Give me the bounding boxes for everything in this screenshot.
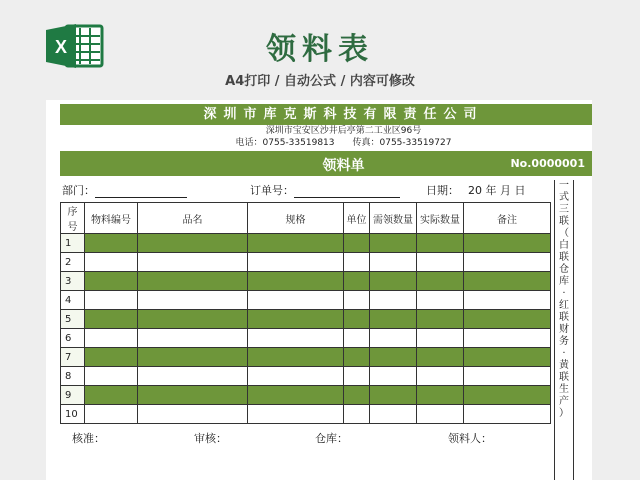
col-header: 品名 xyxy=(138,203,248,234)
row-number-cell[interactable]: 5 xyxy=(61,310,85,329)
table-cell[interactable] xyxy=(248,291,344,310)
table-cell[interactable] xyxy=(85,367,138,386)
table-cell[interactable] xyxy=(138,291,248,310)
spreadsheet-sheet xyxy=(46,100,592,480)
table-row xyxy=(61,310,551,329)
table-cell[interactable] xyxy=(417,310,464,329)
table-cell[interactable] xyxy=(370,234,417,253)
side-note-char: 产 xyxy=(559,396,569,407)
col-header: 序号 xyxy=(61,203,85,234)
date-field[interactable] xyxy=(426,182,459,198)
table-cell[interactable] xyxy=(464,329,551,348)
table-row xyxy=(61,348,551,367)
table-cell[interactable] xyxy=(344,272,370,291)
table-cell[interactable] xyxy=(85,234,138,253)
table-cell[interactable] xyxy=(248,253,344,272)
table-cell[interactable] xyxy=(138,348,248,367)
table-cell[interactable] xyxy=(344,367,370,386)
side-note-char: 仓 xyxy=(559,264,569,275)
table-cell[interactable] xyxy=(370,367,417,386)
dept-field[interactable] xyxy=(62,182,187,198)
signature-row xyxy=(60,428,550,446)
table-row xyxy=(61,405,551,424)
table-cell[interactable] xyxy=(417,386,464,405)
table-cell[interactable] xyxy=(370,348,417,367)
table-cell[interactable] xyxy=(464,272,551,291)
table-cell[interactable] xyxy=(85,386,138,405)
table-row xyxy=(61,234,551,253)
table-cell[interactable] xyxy=(138,234,248,253)
table-cell[interactable] xyxy=(464,291,551,310)
row-number-cell[interactable]: 9 xyxy=(61,386,85,405)
table-cell[interactable] xyxy=(344,405,370,424)
order-input[interactable] xyxy=(294,186,400,198)
table-cell[interactable] xyxy=(138,405,248,424)
table-cell[interactable] xyxy=(248,329,344,348)
banner xyxy=(0,0,640,100)
page-subtitle: A4打印 / 自动公式 / 内容可修改 xyxy=(225,74,415,89)
table-cell[interactable] xyxy=(464,386,551,405)
date-label: 日期： xyxy=(426,184,459,197)
side-note-char: ） xyxy=(559,408,569,419)
table-cell[interactable] xyxy=(464,253,551,272)
row-number-cell[interactable]: 2 xyxy=(61,253,85,272)
table-cell[interactable] xyxy=(138,329,248,348)
col-header: 需领数量 xyxy=(370,203,417,234)
material-table xyxy=(60,202,551,424)
table-row xyxy=(61,291,551,310)
side-note-char: 财 xyxy=(559,324,569,335)
table-row xyxy=(61,386,551,405)
row-number-cell[interactable]: 10 xyxy=(61,405,85,424)
table-cell[interactable] xyxy=(417,234,464,253)
approve-field[interactable]: 核准： xyxy=(72,432,105,445)
table-cell[interactable] xyxy=(344,234,370,253)
form-title-bar[interactable] xyxy=(60,151,592,176)
table-row xyxy=(61,367,551,386)
dept-label: 部门： xyxy=(62,184,95,197)
col-header: 备注 xyxy=(464,203,551,234)
table-cell[interactable] xyxy=(85,253,138,272)
table-cell[interactable] xyxy=(85,310,138,329)
table-cell[interactable] xyxy=(344,310,370,329)
order-field[interactable] xyxy=(250,182,400,198)
row-number-cell[interactable]: 4 xyxy=(61,291,85,310)
table-row xyxy=(61,272,551,291)
table-cell[interactable] xyxy=(464,234,551,253)
table-cell[interactable] xyxy=(138,253,248,272)
table-header-row xyxy=(61,203,551,234)
side-note-char: 式 xyxy=(559,192,569,203)
table-cell[interactable] xyxy=(85,405,138,424)
table-cell[interactable] xyxy=(248,272,344,291)
table-cell[interactable] xyxy=(417,291,464,310)
company-name[interactable]: 深圳市库克斯科技有限责任公司 xyxy=(60,104,592,125)
table-cell[interactable] xyxy=(138,367,248,386)
copy-distribution-note xyxy=(554,180,574,480)
row-number-cell[interactable]: 6 xyxy=(61,329,85,348)
dept-input[interactable] xyxy=(95,186,187,198)
side-note-char: 一 xyxy=(559,180,569,191)
row-number-cell[interactable]: 8 xyxy=(61,367,85,386)
table-cell[interactable] xyxy=(344,253,370,272)
table-row xyxy=(61,329,551,348)
table-cell[interactable] xyxy=(370,386,417,405)
company-phone[interactable]: 电话：0755-33519813 传真：0755-33519727 xyxy=(235,138,452,148)
table-cell[interactable] xyxy=(344,348,370,367)
table-cell[interactable] xyxy=(344,386,370,405)
form-number: No.0000001 xyxy=(510,157,585,170)
table-cell[interactable] xyxy=(370,310,417,329)
table-cell[interactable] xyxy=(85,348,138,367)
page-title: 领料表 xyxy=(266,32,374,67)
col-header: 单位 xyxy=(344,203,370,234)
excel-logo-letter: X xyxy=(54,37,68,57)
side-note-char: 联 xyxy=(559,216,569,227)
table-cell[interactable] xyxy=(417,367,464,386)
table-cell[interactable] xyxy=(370,405,417,424)
table-cell[interactable] xyxy=(464,310,551,329)
side-note-char: 黄 xyxy=(559,360,569,371)
order-label: 订单号： xyxy=(250,184,294,197)
table-cell[interactable] xyxy=(248,386,344,405)
row-number-cell[interactable]: 3 xyxy=(61,272,85,291)
table-cell[interactable] xyxy=(417,405,464,424)
side-note-char: 三 xyxy=(559,204,569,215)
table-cell[interactable] xyxy=(138,272,248,291)
col-header: 物料编号 xyxy=(85,203,138,234)
table-cell[interactable] xyxy=(370,272,417,291)
form-fields-row xyxy=(60,180,550,198)
table-cell[interactable] xyxy=(248,405,344,424)
table-cell[interactable] xyxy=(417,329,464,348)
side-note-char: 生 xyxy=(559,384,569,395)
table-cell[interactable] xyxy=(464,405,551,424)
table-cell[interactable] xyxy=(370,329,417,348)
table-cell[interactable] xyxy=(85,329,138,348)
receiver-field[interactable]: 领料人： xyxy=(448,432,492,445)
row-number-cell[interactable]: 7 xyxy=(61,348,85,367)
table-cell[interactable] xyxy=(85,291,138,310)
company-address[interactable]: 深圳市宝安区沙井后亭第二工业区96号 xyxy=(265,126,422,136)
date-value[interactable]: 20 年 月 日 xyxy=(468,184,526,197)
warehouse-field[interactable]: 仓库： xyxy=(315,432,348,445)
table-cell[interactable] xyxy=(344,291,370,310)
table-row xyxy=(61,253,551,272)
table-cell[interactable] xyxy=(417,348,464,367)
side-note-char: · xyxy=(562,288,566,299)
audit-field[interactable]: 审核： xyxy=(194,432,227,445)
row-number-cell[interactable]: 1 xyxy=(61,234,85,253)
table-cell[interactable] xyxy=(138,386,248,405)
side-note-char: · xyxy=(562,348,566,359)
table-cell[interactable] xyxy=(85,272,138,291)
form-title: 领料单 xyxy=(322,158,365,174)
table-cell[interactable] xyxy=(344,329,370,348)
side-note-char: （ xyxy=(559,228,569,239)
table-cell[interactable] xyxy=(417,253,464,272)
table-cell[interactable] xyxy=(417,272,464,291)
col-header: 规格 xyxy=(248,203,344,234)
side-note-char: 务 xyxy=(559,336,569,347)
table-cell[interactable] xyxy=(370,291,417,310)
table-cell[interactable] xyxy=(248,234,344,253)
side-note-char: 白 xyxy=(559,240,569,251)
side-note-char: 联 xyxy=(559,312,569,323)
table-cell[interactable] xyxy=(370,253,417,272)
table-cell[interactable] xyxy=(138,310,248,329)
table-cell[interactable] xyxy=(464,348,551,367)
side-note-char: 联 xyxy=(559,252,569,263)
table-cell[interactable] xyxy=(248,367,344,386)
col-header: 实际数量 xyxy=(417,203,464,234)
table-cell[interactable] xyxy=(248,310,344,329)
side-note-char: 库 xyxy=(559,276,569,287)
side-note-char: 红 xyxy=(559,300,569,311)
table-cell[interactable] xyxy=(464,367,551,386)
table-cell[interactable] xyxy=(248,348,344,367)
side-note-char: 联 xyxy=(559,372,569,383)
